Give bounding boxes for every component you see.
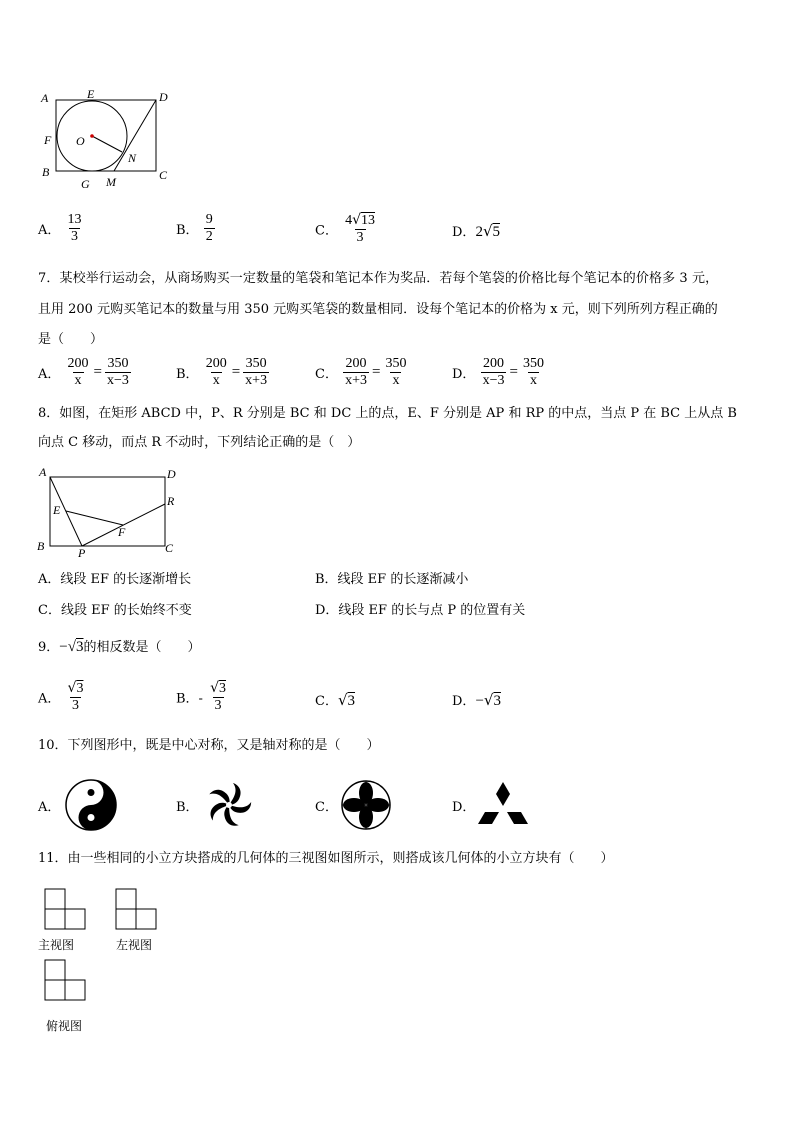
q6-label-D: D [159,90,168,104]
q8-label-D: D [167,467,176,481]
q6-label-M: M [106,175,116,189]
q8-line-2: 向点 C 移动，而点 R 不动时，下列结论正确的是（ ） [38,435,361,450]
q10-option-b[interactable]: B． [176,778,266,834]
q6-label-N: N [128,151,137,165]
q9-option-b[interactable]: B．- $\frac{√3}{3}$ [176,680,227,713]
q10-stem: 10．下列图形中，既是中心对称，又是轴对称的是（ ） [38,738,380,753]
q8-option-b[interactable]: B．线段 EF 的长逐渐减小 [315,572,469,587]
q9-option-d[interactable]: D．−√3 [452,691,501,709]
q6-label-C: C [159,168,168,182]
three-diamond-icon [476,780,530,830]
q8-label-A: A [39,465,47,479]
q7-option-c[interactable]: C． $\frac{200}{x+3}$ = $\frac{350}{x}$ [315,356,407,388]
q9-option-c[interactable]: C．√3 [315,691,356,709]
yin-yang-icon [64,778,118,832]
q8-label-P: P [78,546,86,558]
q8-line-1: 8．如图，在矩形 ABCD 中，P、R 分别是 BC 和 DC 上的点，E、F 分别是 AP 和 RP 的中点，当点 P 在 BC 上从点 B [38,406,737,421]
q8-option-c[interactable]: C．线段 EF 的长始终不变 [38,603,192,618]
top-view-grid [44,959,88,1003]
q11-stem: 11．由一些相同的小立方块搭成的几何体的三视图如图所示，则搭成该几何体的小立方块有（ ） [38,851,614,866]
left-view-grid [115,888,159,932]
q6-option-c[interactable]: C． $\frac{4√13}{3}$ [315,212,376,245]
q6-option-d[interactable]: D．2√5 [452,222,500,240]
fraction: $\frac{13}{3}$ [67,212,82,244]
q7-line-1: 7．某校举行运动会，从商场购买一定数量的笔袋和笔记本作为奖品．若每个笔袋的价格比每个笔记本的价格多 3 元， [38,271,719,286]
q8-option-d[interactable]: D．线段 EF 的长与点 P 的位置有关 [315,603,526,618]
fraction: $\frac{4√13}{3}$ [345,212,376,245]
q8-label-F: F [118,525,126,539]
q6-option-a[interactable]: A． $\frac{13}{3}$ [38,212,82,244]
q6-label-F: F [44,133,52,147]
q7-line-2: 且用 200 元购买笔记本的数量与用 350 元购买笔袋的数量相同．设每个笔记本的价格为 x 元，则下列所列方程正确的 [38,302,718,317]
q8-figure [34,464,184,558]
q6-label-O: O [76,134,85,148]
q6-figure [36,86,176,194]
front-view-caption: 主视图 [38,938,75,952]
four-petal-circle-icon [339,778,393,832]
q7-option-b[interactable]: B． $\frac{200}{x}$ = $\frac{350}{x+3}$ [176,356,268,388]
q7-option-a[interactable]: A． $\frac{200}{x}$ = $\frac{350}{x-3}$ [38,356,129,388]
top-view-caption: 俯视图 [46,1019,83,1033]
fraction: $\frac{9}{2}$ [205,212,213,244]
q8-label-R: R [167,494,175,508]
q9-stem: 9．−√3的相反数是（ ） [38,639,201,655]
front-view-grid [44,888,88,932]
q6-label-E: E [87,87,95,101]
q7-line-3: 是（ ） [38,332,104,347]
pinwheel-flower-icon [202,778,256,832]
q10-option-c[interactable]: C． [315,778,405,834]
q7-option-d[interactable]: D． $\frac{200}{x-3}$ = $\frac{350}{x}$ [452,356,544,388]
q8-label-B: B [37,539,45,553]
q6-label-G: G [81,177,90,191]
q8-label-C: C [165,541,174,555]
q8-option-a[interactable]: A．线段 EF 的长逐渐增长 [38,572,192,587]
q8-label-E: E [53,503,61,517]
q9-option-a[interactable]: A． $\frac{√3}{3}$ [38,680,84,713]
q6-label-A: A [41,91,49,105]
q10-option-a[interactable]: A． [38,778,128,834]
q10-option-d[interactable]: D． [452,778,542,834]
q6-label-B: B [42,165,50,179]
left-view-caption: 左视图 [116,938,153,952]
q6-option-b[interactable]: B． $\frac{9}{2}$ [176,212,213,244]
